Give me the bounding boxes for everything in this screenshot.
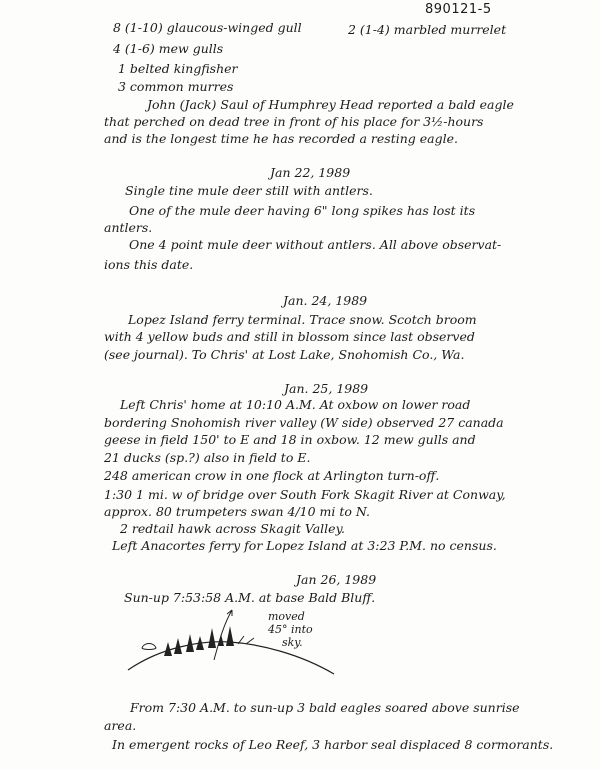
entry-line: 2 redtail hawk across Skagit Valley. (120, 521, 345, 536)
entry-line: 1:30 1 mi. w of bridge over South Fork Skagit River at Conway, (104, 487, 506, 502)
paragraph-line: and is the longest time he has recorded a resting eagle. (104, 131, 458, 146)
entry-line: Sun-up 7:53:58 A.M. at base Bald Bluff. (124, 590, 376, 605)
entry-line: (see journal). To Chris' at Lost Lake, Snohomish Co., Wa. (104, 347, 465, 362)
list-item: 8 (1-10) glaucous-winged gull (113, 20, 302, 35)
entry-line: ions this date. (104, 257, 194, 272)
list-item: 4 (1-6) mew gulls (113, 41, 224, 56)
entry-line: 21 ducks (sp.?) also in field to E. (104, 450, 311, 465)
list-item: 3 common murres (118, 79, 234, 94)
entry-line: Single tine mule deer still with antlers. (125, 183, 373, 198)
entry-line: geese in field 150' to E and 18 in oxbow. 12 mew gulls and (104, 432, 476, 447)
reference-number: 890121-5 (425, 2, 492, 17)
entry-line: One of the mule deer having 6" long spikes has lost its (129, 203, 476, 218)
sunrise-sketch-drawing (120, 598, 350, 690)
entry-line: One 4 point mule deer without antlers. All above observat- (129, 237, 502, 252)
paragraph-line: From 7:30 A.M. to sun-up 3 bald eagles soared above sunrise (130, 700, 520, 715)
entry-line: Left Anacortes ferry for Lopez Island at 3:23 P.M. no census. (112, 538, 497, 553)
sketch-note: 45° into (268, 623, 313, 636)
entry-date: Jan 22, 1989 (270, 165, 351, 180)
entry-line: Lopez Island ferry terminal. Trace snow. Scotch broom (128, 312, 477, 327)
entry-line: with 4 yellow buds and still in blossom since last observed (104, 329, 475, 344)
list-item: 1 belted kingfisher (118, 61, 238, 76)
list-item-right: 2 (1-4) marbled murrelet (348, 22, 507, 37)
paragraph-line: In emergent rocks of Leo Reef, 3 harbor seal displaced 8 cormorants. (112, 737, 554, 752)
entry-line: Left Chris' home at 10:10 A.M. At oxbow on lower road (120, 397, 471, 412)
entry-line: antlers. (104, 220, 153, 235)
entry-date: Jan 26, 1989 (296, 572, 377, 587)
entry-line: bordering Snohomish river valley (W side) observed 27 canada (104, 415, 504, 430)
sketch-note: moved (268, 610, 305, 623)
paragraph-line: John (Jack) Saul of Humphrey Head reported a bald eagle (147, 97, 514, 112)
sketch-note: sky. (282, 636, 303, 649)
paragraph-line: that perched on dead tree in front of his place for 3½-hours (104, 114, 484, 129)
paragraph-line: area. (104, 718, 137, 733)
entry-date: Jan. 24, 1989 (283, 293, 368, 308)
entry-line: approx. 80 trumpeters swan 4/10 mi to N. (104, 504, 371, 519)
entry-date: Jan. 25, 1989 (284, 381, 369, 396)
entry-line: 248 american crow in one flock at Arlington turn-off. (104, 468, 440, 483)
